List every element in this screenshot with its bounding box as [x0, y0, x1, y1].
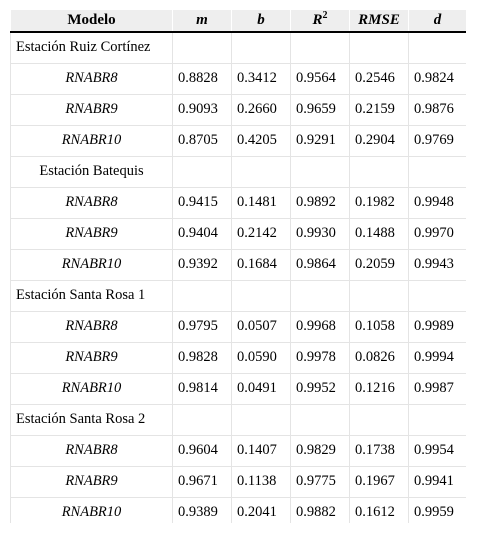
table-row [11, 125, 467, 156]
value-b: 0.2041 [232, 497, 291, 523]
header-r2-superscript: 2 [322, 10, 328, 21]
results-table [10, 10, 466, 523]
value-d: 0.9970 [409, 218, 467, 249]
value-m: 0.9404 [173, 218, 232, 249]
empty-cell [291, 280, 350, 311]
empty-cell [173, 32, 232, 63]
value-rmse: 0.1612 [350, 497, 409, 523]
value-d: 0.9959 [409, 497, 467, 523]
value-r2: 0.9291 [291, 125, 350, 156]
model-name: RNABR10 [11, 497, 173, 523]
table-row [11, 466, 467, 497]
header-model: Modelo [11, 10, 173, 32]
value-r2: 0.9659 [291, 94, 350, 125]
value-b: 0.3412 [232, 63, 291, 94]
empty-cell [173, 280, 232, 311]
value-d: 0.9769 [409, 125, 467, 156]
table-row [11, 187, 467, 218]
table-row [11, 63, 467, 94]
empty-cell [232, 32, 291, 63]
value-m: 0.9604 [173, 435, 232, 466]
model-name: RNABR9 [11, 218, 173, 249]
value-r2: 0.9864 [291, 249, 350, 280]
value-rmse: 0.1216 [350, 373, 409, 404]
value-r2: 0.9978 [291, 342, 350, 373]
value-m: 0.8705 [173, 125, 232, 156]
header-d: d [409, 10, 467, 32]
table-row [11, 497, 467, 523]
value-d: 0.9941 [409, 466, 467, 497]
header-r2-base: R [312, 12, 323, 28]
header-rmse: RMSE [350, 10, 409, 32]
value-m: 0.8828 [173, 63, 232, 94]
empty-cell [291, 156, 350, 187]
value-r2: 0.9892 [291, 187, 350, 218]
station-name: Estación Santa Rosa 1 [11, 280, 173, 311]
station-name: Estación Ruiz Cortínez [11, 32, 173, 63]
value-m: 0.9389 [173, 497, 232, 523]
empty-cell [291, 32, 350, 63]
value-m: 0.9392 [173, 249, 232, 280]
empty-cell [291, 404, 350, 435]
empty-cell [350, 404, 409, 435]
value-b: 0.1684 [232, 249, 291, 280]
model-name: RNABR10 [11, 373, 173, 404]
value-b: 0.1481 [232, 187, 291, 218]
station-row [11, 32, 467, 63]
value-b: 0.2142 [232, 218, 291, 249]
empty-cell [232, 404, 291, 435]
model-name: RNABR8 [11, 311, 173, 342]
value-b: 0.0590 [232, 342, 291, 373]
value-r2: 0.9930 [291, 218, 350, 249]
value-rmse: 0.1488 [350, 218, 409, 249]
station-row [11, 280, 467, 311]
empty-cell [350, 32, 409, 63]
table-row [11, 342, 467, 373]
value-d: 0.9876 [409, 94, 467, 125]
model-name: RNABR9 [11, 342, 173, 373]
empty-cell [409, 404, 467, 435]
results-table-container [10, 10, 466, 523]
value-d: 0.9954 [409, 435, 467, 466]
table-header [11, 10, 467, 32]
model-name: RNABR8 [11, 63, 173, 94]
empty-cell [350, 280, 409, 311]
value-rmse: 0.1967 [350, 466, 409, 497]
station-row [11, 156, 467, 187]
value-rmse: 0.1738 [350, 435, 409, 466]
value-r2: 0.9829 [291, 435, 350, 466]
table-row [11, 373, 467, 404]
empty-cell [232, 280, 291, 311]
value-r2: 0.9564 [291, 63, 350, 94]
value-m: 0.9415 [173, 187, 232, 218]
value-rmse: 0.1058 [350, 311, 409, 342]
value-m: 0.9671 [173, 466, 232, 497]
value-m: 0.9093 [173, 94, 232, 125]
empty-cell [409, 280, 467, 311]
header-row [11, 10, 467, 32]
station-row [11, 404, 467, 435]
table-row [11, 311, 467, 342]
value-rmse: 0.0826 [350, 342, 409, 373]
value-r2: 0.9882 [291, 497, 350, 523]
empty-cell [173, 156, 232, 187]
table-row [11, 249, 467, 280]
empty-cell [173, 404, 232, 435]
value-b: 0.0491 [232, 373, 291, 404]
value-rmse: 0.2159 [350, 94, 409, 125]
model-name: RNABR10 [11, 249, 173, 280]
value-r2: 0.9968 [291, 311, 350, 342]
value-d: 0.9948 [409, 187, 467, 218]
empty-cell [350, 156, 409, 187]
value-rmse: 0.2546 [350, 63, 409, 94]
value-m: 0.9814 [173, 373, 232, 404]
header-b: b [232, 10, 291, 32]
model-name: RNABR9 [11, 94, 173, 125]
value-m: 0.9828 [173, 342, 232, 373]
model-name: RNABR8 [11, 435, 173, 466]
header-m: m [173, 10, 232, 32]
value-m: 0.9795 [173, 311, 232, 342]
station-name: Estación Santa Rosa 2 [11, 404, 173, 435]
table-row [11, 435, 467, 466]
value-d: 0.9989 [409, 311, 467, 342]
value-b: 0.1138 [232, 466, 291, 497]
value-d: 0.9987 [409, 373, 467, 404]
value-b: 0.1407 [232, 435, 291, 466]
table-body [11, 32, 467, 523]
value-rmse: 0.1982 [350, 187, 409, 218]
model-name: RNABR9 [11, 466, 173, 497]
value-b: 0.4205 [232, 125, 291, 156]
table-row [11, 94, 467, 125]
empty-cell [409, 32, 467, 63]
value-b: 0.0507 [232, 311, 291, 342]
empty-cell [409, 156, 467, 187]
value-rmse: 0.2059 [350, 249, 409, 280]
empty-cell [232, 156, 291, 187]
value-d: 0.9824 [409, 63, 467, 94]
value-b: 0.2660 [232, 94, 291, 125]
station-name: Estación Batequis [11, 156, 173, 187]
table-row [11, 218, 467, 249]
model-name: RNABR10 [11, 125, 173, 156]
value-d: 0.9943 [409, 249, 467, 280]
model-name: RNABR8 [11, 187, 173, 218]
value-r2: 0.9775 [291, 466, 350, 497]
value-rmse: 0.2904 [350, 125, 409, 156]
header-r2 [291, 10, 350, 32]
value-d: 0.9994 [409, 342, 467, 373]
value-r2: 0.9952 [291, 373, 350, 404]
